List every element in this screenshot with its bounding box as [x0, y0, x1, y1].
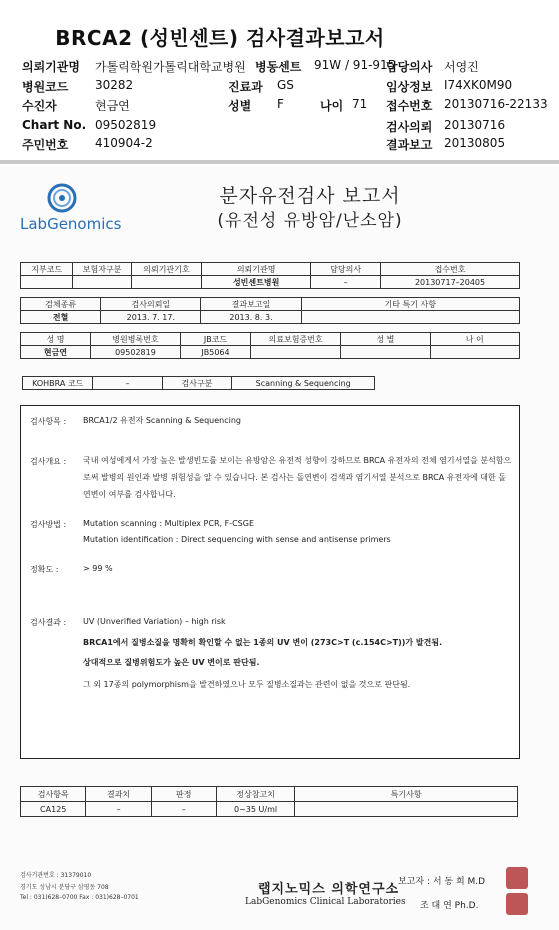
test-type-label: 검사구분: [162, 377, 232, 390]
table-cell: 성 명: [21, 333, 91, 346]
accuracy-value: > 99 %: [83, 564, 113, 573]
labgenomics-logo-icon: [40, 176, 110, 220]
table-cell: 검체종류: [21, 298, 101, 311]
report-subtitle: (유전성 유방암/난소암): [217, 211, 403, 231]
table-cell: [295, 802, 518, 817]
table-cell: 접수번호: [381, 263, 520, 276]
chart-no-value: 09502819: [95, 118, 157, 132]
request-date-value: 20130716: [444, 118, 506, 132]
overview-value: 국내 여성에게서 가장 높은 발생빈도를 보이는 유방암은 유전적 성향이 강하므로 BRCA 유전자의 전체 염기서열을 분석함으로써 발병의 원인과 발병 위험성을 알 수 있습니다. 본 검사는 돌연변이 검색과 염기서열 분석으로 BRCA 유전자에 대한 돌연변이 여부를 검사합니다.: [83, 456, 512, 499]
sex-label: 성별: [228, 99, 252, 113]
table-cell: CA125: [21, 802, 86, 817]
resident-no-label: 주민번호: [22, 138, 69, 152]
result-line-3: 상대적으로 질병위험도가 높은 UV 변이로 판단됨.: [83, 658, 260, 667]
footer-contact: Tel : 031)628–0700 Fax : 031)628–0701: [20, 894, 139, 901]
table-cell: JB5064: [180, 346, 250, 359]
table-cell: 지부코드: [21, 263, 73, 276]
result-line-1: UV (Unverified Variation) – high risk: [83, 617, 226, 626]
table-cell: 의료보험증번호: [251, 333, 341, 346]
reporter-1: 보고자 : 서 동 희 M.D: [398, 877, 486, 887]
table-cell: 보험자구분: [73, 263, 131, 276]
patient-info-table: [20, 262, 520, 289]
request-date-label: 검사의뢰: [386, 120, 433, 134]
table-cell: 검사의뢰일: [101, 298, 201, 311]
patient-value: 현금연: [95, 99, 130, 113]
table-cell: 성 별: [341, 333, 430, 346]
hospital-code-value: 30282: [95, 78, 134, 92]
table-header: 검사항목: [21, 787, 86, 802]
table-cell: 현금연: [21, 346, 91, 359]
reporter-2: 조 대 연 Ph.D.: [420, 901, 479, 911]
overview-label: 검사개요 :: [30, 457, 67, 466]
test-type-value: Scanning & Sequencing: [232, 377, 375, 390]
table-cell: –: [151, 802, 216, 817]
table-cell: 20130717–20405: [381, 276, 520, 289]
labgenomics-logo-text: [20, 215, 121, 233]
hospital-code-label: 병원코드: [22, 80, 69, 94]
table-cell: 2013. 7. 17.: [101, 311, 201, 324]
result-label: 검사결과 :: [30, 618, 67, 627]
receipt-no-value: 20130716-22133: [444, 97, 548, 111]
table-header: 결과치: [86, 787, 151, 802]
table-header: 특기사항: [295, 787, 518, 802]
table-cell: 09502819: [90, 346, 180, 359]
ward-value: 91W / 91-915: [314, 58, 396, 72]
table-cell: 의뢰기관명: [202, 263, 311, 276]
table-cell: [73, 276, 131, 289]
method-label: 검사방법 :: [30, 520, 67, 529]
resident-no-value: 410904-2: [95, 136, 153, 150]
table-cell: 0~35 U/ml: [216, 802, 294, 817]
department-value: GS: [277, 78, 294, 92]
table-cell: 결과보고일: [201, 298, 301, 311]
table-cell: JB코드: [180, 333, 250, 346]
patient-label: 수진자: [22, 99, 57, 113]
table-cell: [430, 346, 519, 359]
age-value: 71: [352, 97, 368, 111]
result-line-2: BRCA1에서 질병소질을 명확히 확인할 수 없는 1종의 UV 변이 (273C>T (c.154C>T))가 발견됨.: [83, 638, 443, 647]
table-cell: [301, 311, 519, 324]
table-cell: [341, 346, 430, 359]
footer-org-english: LabGenomics Clinical Laboratories: [245, 897, 406, 907]
table-cell: –: [311, 276, 381, 289]
kohbra-table: [22, 376, 375, 390]
table-cell: –: [86, 802, 151, 817]
doctor-label: 담당의사: [386, 60, 433, 74]
age-label: 나이: [320, 99, 344, 113]
department-label: 진료과: [228, 80, 263, 94]
clinical-info-label: 임상정보: [386, 80, 433, 94]
seal-stamp-icon: [506, 893, 528, 915]
divider: [0, 160, 559, 164]
doctor-value: 서영진: [444, 60, 479, 74]
page-title: BRCA2 (성빈센트) 검사결과보고서: [55, 26, 385, 50]
table-cell: 병원병록번호: [90, 333, 180, 346]
report-date-value: 20130805: [444, 136, 506, 150]
specimen-table: [20, 297, 520, 324]
ward-label: 병동센트: [255, 60, 302, 74]
seal-stamp-icon: [506, 867, 528, 889]
table-cell: 담당의사: [311, 263, 381, 276]
sex-value: F: [277, 97, 284, 111]
method-line-1: Mutation scanning : Multiplex PCR, F-CSGE: [83, 519, 255, 528]
method-line-2: Mutation identification : Direct sequencing with sense and antisense primers: [83, 535, 391, 544]
kohbra-value: –: [93, 377, 162, 390]
test-item-label: 검사항목 :: [30, 417, 67, 426]
kohbra-label: KOHBRA 코드: [23, 377, 93, 390]
accuracy-label: 정확도 :: [30, 565, 59, 574]
table-cell: 2013. 8. 3.: [201, 311, 301, 324]
footer-license: 검사기관번호 : 31379010: [20, 872, 92, 879]
footer-org-korean: 랩지노믹스 의학연구소: [258, 882, 400, 897]
result-line-4: 그 외 17종의 polymorphism을 발견하였으나 모두 질병소질과는 관련이 없을 것으로 판단됨.: [83, 680, 411, 689]
table-cell: [251, 346, 341, 359]
report-date-label: 결과보고: [386, 138, 433, 152]
hospital-name-label: 의뢰기관명: [22, 60, 80, 74]
table-cell: 전혈: [21, 311, 101, 324]
table-cell: 기타 특기 사항: [301, 298, 519, 311]
table-cell: 성빈센트병원: [202, 276, 311, 289]
footer-address: 경기도 성남시 분당구 삼평동 708: [20, 884, 109, 891]
table-cell: 나 이: [430, 333, 519, 346]
patient-id-table: [20, 332, 520, 359]
clinical-info-value: I74XK0M90: [444, 78, 513, 92]
logo-text-a: Lab: [20, 215, 48, 233]
hospital-name-value: 가톨릭학원가톨릭대학교병원: [95, 60, 246, 74]
table-cell: 의뢰기관기호: [131, 263, 201, 276]
logo-text-b: Genomics: [47, 215, 122, 233]
table-header: 판정: [151, 787, 216, 802]
chart-no-label: Chart No.: [22, 118, 87, 132]
table-header: 정상참고치: [216, 787, 294, 802]
receipt-no-label: 접수번호: [386, 99, 433, 113]
table-cell: [21, 276, 73, 289]
test-item-value: BRCA1/2 유전자 Scanning & Sequencing: [83, 416, 241, 425]
tumor-marker-table: [20, 786, 518, 817]
report-title: 분자유전검사 보고서: [219, 185, 401, 207]
table-cell: [131, 276, 201, 289]
